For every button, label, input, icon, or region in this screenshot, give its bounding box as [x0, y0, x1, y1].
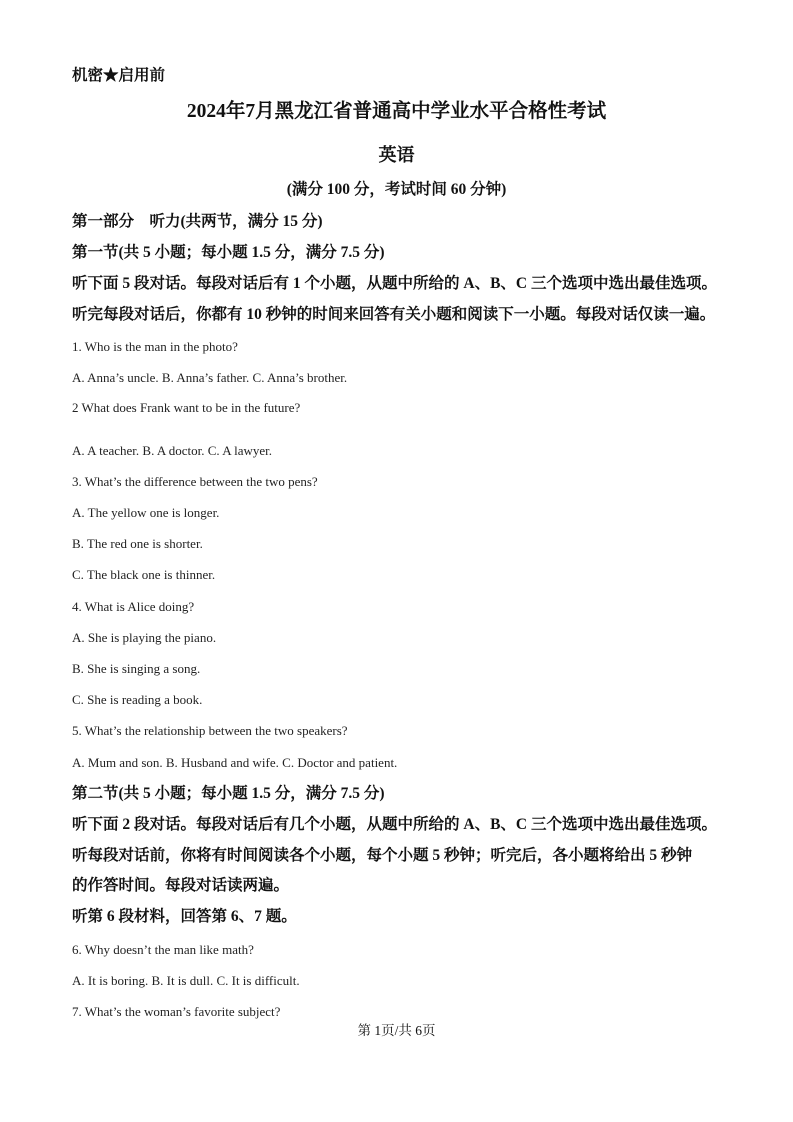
question-line: B. The red one is shorter.: [72, 536, 203, 551]
question-line: 7. What’s the woman’s favorite subject?: [72, 1004, 281, 1019]
question-line: A. Mum and son. B. Husband and wife. C. Doctor and patient.: [72, 755, 398, 770]
question-line: 1. Who is the man in the photo?: [72, 339, 238, 354]
question-line: A. A teacher. B. A doctor. C. A lawyer.: [72, 443, 273, 458]
exam-info: (满分 100 分，考试时间 60 分钟): [286, 181, 507, 198]
subject-title: 英语: [378, 145, 415, 165]
section1-heading: 第一节(共 5 小题；每小题 1.5 分，满分 7.5 分): [72, 244, 385, 261]
question-line: 4. What is Alice doing?: [72, 599, 195, 614]
question-line: A. It is boring. B. It is dull. C. It is difficult.: [72, 973, 300, 988]
part1-heading: 第一部分 听力(共两节，满分 15 分): [72, 213, 323, 230]
question-line: 3. What’s the difference between the two pens?: [72, 474, 318, 489]
question-line: C. The black one is thinner.: [72, 567, 216, 582]
question-line: A. Anna’s uncle. B. Anna’s father. C. Anna’s brother.: [72, 370, 348, 385]
question-line: B. She is singing a song.: [72, 661, 201, 676]
exam-title: 2024年7月黑龙江省普通高中学业水平合格性考试: [186, 101, 607, 122]
question-line: 2 What does Frank want to be in the future?: [72, 400, 301, 415]
material-heading: 听第 6 段材料，回答第 6、7 题。: [72, 908, 297, 925]
section1-instruction: 听完每段对话后，你都有 10 秒钟的时间来回答有关小题和阅读下一小题。每段对话仅读一遍。: [72, 306, 716, 323]
question-line: A. The yellow one is longer.: [72, 505, 220, 520]
section2-instruction: 听每段对话前，你将有时间阅读各个小题，每个小题 5 秒钟；听完后，各小题将给出 5 秒钟: [72, 847, 693, 864]
question-line: 5. What’s the relationship between the two speakers?: [72, 723, 348, 738]
section2-heading: 第二节(共 5 小题；每小题 1.5 分，满分 7.5 分): [72, 785, 385, 802]
section2-instruction: 听下面 2 段对话。每段对话后有几个小题，从题中所给的 A、B、C 三个选项中选出最佳选项。: [72, 816, 717, 833]
question-line: A. She is playing the piano.: [72, 630, 217, 645]
confidential-label: 机密★启用前: [72, 67, 166, 84]
question-line: 6. Why doesn’t the man like math?: [72, 942, 254, 957]
page-footer: 第 1页/共 6页: [357, 1023, 436, 1038]
section2-instruction: 的作答时间。每段对话读两遍。: [72, 877, 290, 894]
section1-instruction: 听下面 5 段对话。每段对话后有 1 个小题，从题中所给的 A、B、C 三个选项中选出最佳选项。: [72, 275, 717, 292]
question-line: C. She is reading a book.: [72, 692, 203, 707]
